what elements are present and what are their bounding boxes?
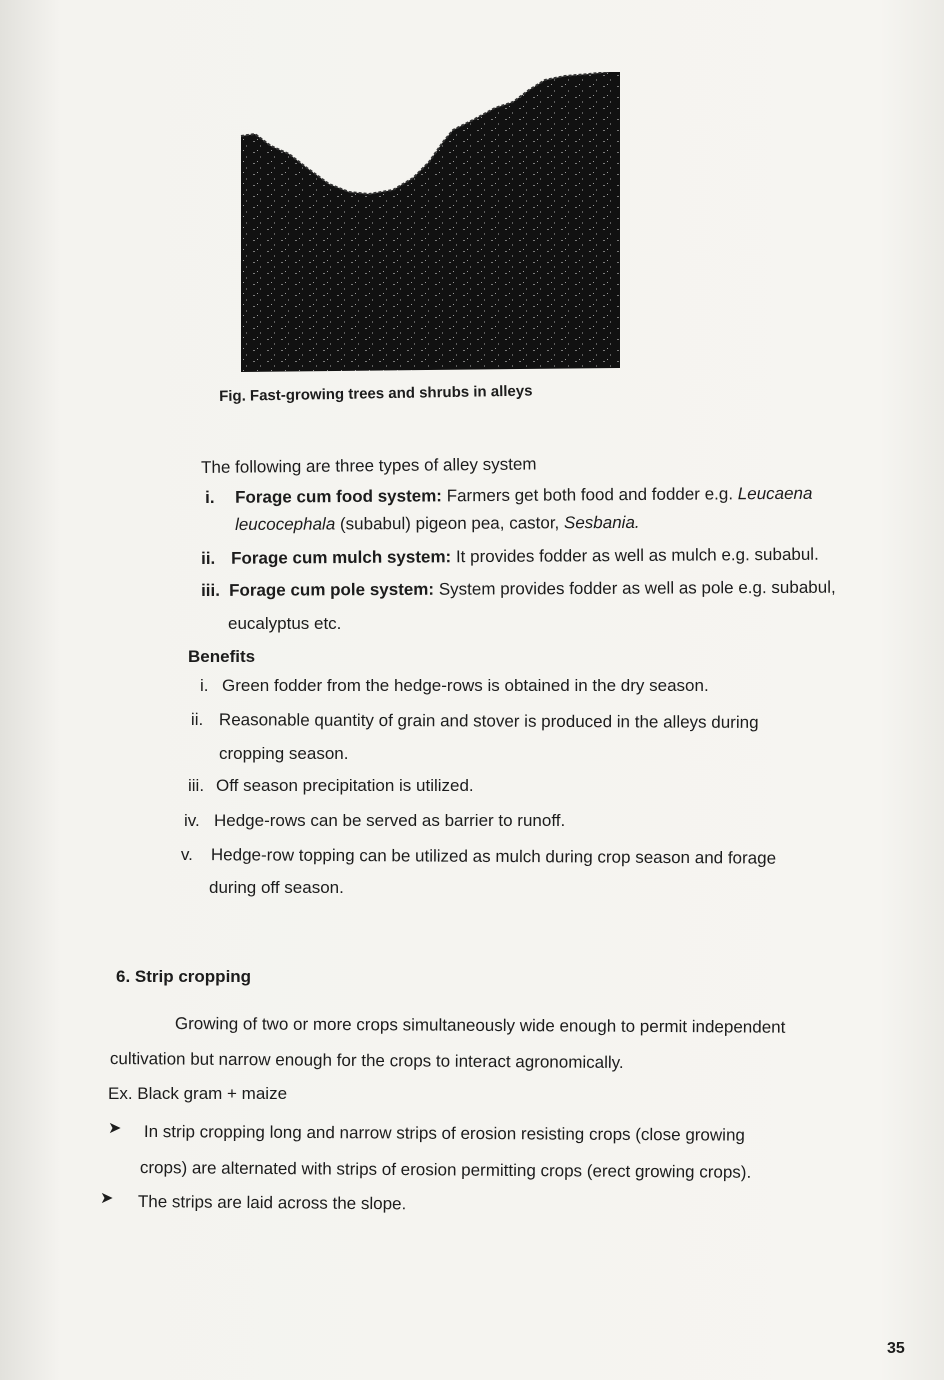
benefit-2-text: Reasonable quantity of grain and stover is produced in the alleys during [218,710,759,732]
arrow-bullet-icon: ➤ [108,1120,122,1137]
alley-type-2-text: It provides fodder as well as mulch e.g. subabul. [455,544,819,567]
benefit-1-text: Green fodder from the hedge-rows is obtained in the dry season. [222,676,709,695]
alley-type-1-num: i. [205,487,215,507]
benefit-item-2 [191,710,759,733]
trees-photo-image [237,72,620,372]
alley-intro: The following are three types of alley system [201,454,537,477]
benefit-item-5 [181,845,776,869]
alley-type-1-cont: (subabul) pigeon pea, castor, [339,513,560,534]
alley-type-3 [201,578,836,601]
benefit-3-text: Off season precipitation is utilized. [216,776,474,795]
alley-trees-photo [237,72,620,372]
alley-type-2-title: Forage cum mulch system: [230,547,452,568]
alley-type-3-title: Forage cum pole system: [228,579,435,600]
benefit-3-num: iii. [188,776,205,795]
benefit-item-3 [188,776,474,796]
strip-example: Ex. Black gram + maize [108,1084,288,1103]
benefit-item-4 [184,811,565,831]
figure-caption: Fig. Fast-growing trees and shrubs in alleys [219,382,533,405]
benefit-2-num: ii. [190,710,204,730]
alley-type-3-num: iii. [201,580,221,600]
alley-type-1-genus: Leucaena [737,483,813,504]
strip-para-line-2: cultivation but narrow enough for the crops to interact agronomically. [109,1049,624,1073]
strip-para-line-1: Growing of two or more crops simultaneously wide enough to permit independent [174,1014,786,1037]
alley-type-1-title: Forage cum food system: [234,486,443,507]
benefit-5-cont: during off season. [209,878,344,897]
alley-type-3-text: System provides fodder as well as pole e.g. subabul, [438,577,836,599]
benefit-5-num: v. [180,845,193,865]
alley-type-1-species: leucocephala [235,514,336,534]
page-number: 35 [887,1340,905,1357]
alley-type-3-cont: eucalyptus etc. [228,614,342,633]
strip-bullet-1-line-2: crops) are alternated with strips of erosion permitting crops (erect growing crops). [139,1158,752,1182]
alley-type-1-text: Farmers get both food and fodder e.g. [446,484,734,506]
benefit-1-num: i. [200,676,209,695]
arrow-bullet-icon: ➤ [100,1190,114,1207]
strip-bullet-2-line-1: The strips are laid across the slope. [137,1192,407,1214]
strip-cropping-heading: 6. Strip cropping [116,967,252,986]
alley-type-1-sesbania: Sesbania. [563,512,640,533]
benefit-2-cont: cropping season. [219,744,349,763]
benefit-5-text: Hedge-row topping can be utilized as mulch during crop season and forage [210,845,777,868]
benefits-heading: Benefits [188,647,256,666]
benefit-4-num: iv. [184,811,200,830]
alley-type-2-num: ii. [201,548,216,568]
benefit-4-text: Hedge-rows can be served as barrier to runoff. [214,811,566,830]
benefit-item-1 [200,676,709,696]
alley-type-1-continued [235,513,640,535]
strip-bullet-1-line-1: In strip cropping long and narrow strips of erosion resisting crops (close growing [143,1122,745,1145]
